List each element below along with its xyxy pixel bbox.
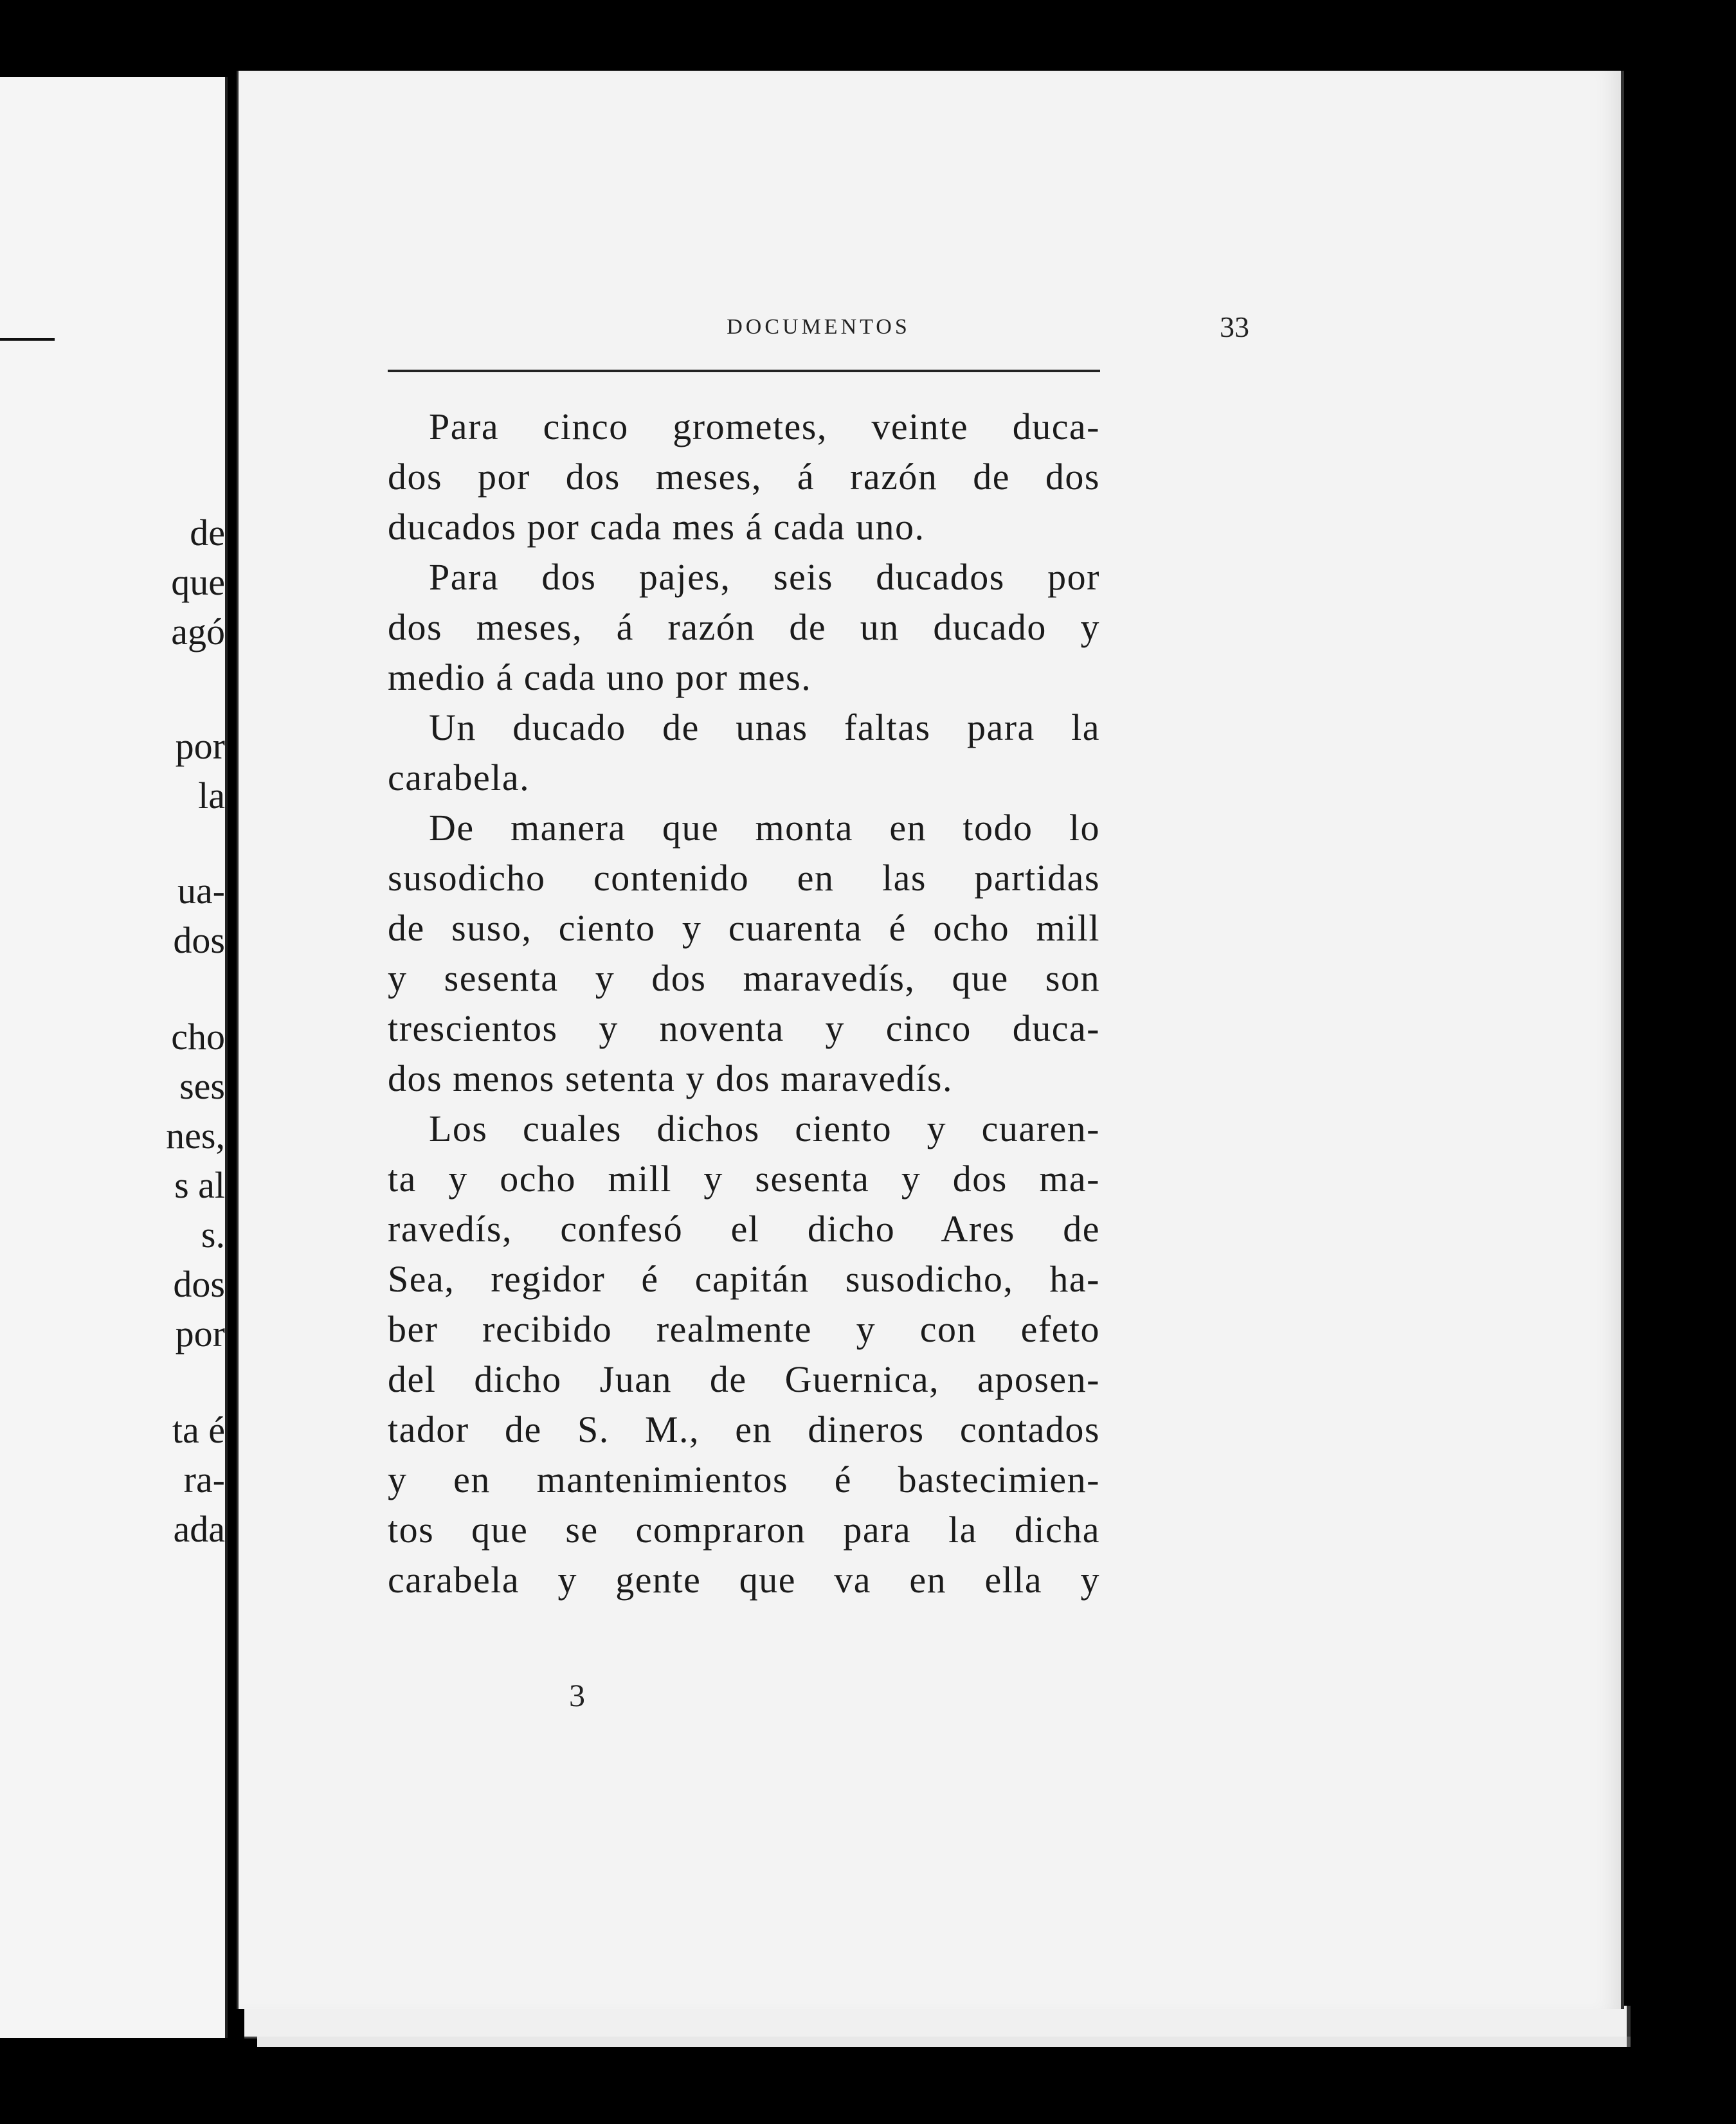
text-line: Sea, regidor é capitán susodicho, ha- xyxy=(388,1258,1100,1300)
text-line: Para cinco grometes, veinte duca- xyxy=(429,406,1100,447)
left-page-line: de xyxy=(190,512,225,554)
page-number: 33 xyxy=(1220,310,1249,343)
right-page xyxy=(237,71,1624,2009)
left-page-line: por xyxy=(175,725,225,767)
text-line: y en mantenimientos é bastecimien- xyxy=(388,1459,1100,1500)
left-page-line: ra- xyxy=(183,1459,225,1500)
left-page-line: s. xyxy=(201,1214,225,1256)
left-page-line: ta é xyxy=(172,1409,225,1451)
text-line: ducados por cada mes á cada uno. xyxy=(388,506,925,548)
text-line: Para dos pajes, seis ducados por xyxy=(429,556,1100,598)
text-line: tador de S. M., en dineros contados xyxy=(388,1408,1100,1450)
left-page-line: ses xyxy=(179,1065,225,1107)
text-line: medio á cada uno por mes. xyxy=(388,656,812,698)
text-line: del dicho Juan de Guernica, aposen- xyxy=(388,1358,1100,1400)
text-line: dos menos setenta y dos maravedís. xyxy=(388,1058,953,1099)
page-header xyxy=(388,310,1249,366)
left-page-rule xyxy=(0,338,55,341)
left-page-line: que xyxy=(171,561,225,603)
text-line: y sesenta y dos maravedís, que son xyxy=(388,957,1100,999)
header-rule xyxy=(388,370,1100,372)
text-line: dos meses, á razón de un ducado y xyxy=(388,606,1100,648)
text-line: De manera que monta en todo lo xyxy=(429,807,1100,849)
left-page-line: dos xyxy=(173,1263,225,1305)
text-line: susodicho contenido en las partidas xyxy=(388,857,1100,899)
body-text xyxy=(388,402,1100,1605)
left-page xyxy=(0,77,228,2038)
text-line: de suso, ciento y cuarenta é ocho mill xyxy=(388,907,1100,949)
text-line: Los cuales dichos ciento y cuaren- xyxy=(429,1108,1100,1149)
text-line: dos por dos meses, á razón de dos xyxy=(388,456,1100,498)
text-line: Un ducado de unas faltas para la xyxy=(429,706,1100,748)
text-line: ta y ocho mill y sesenta y dos ma- xyxy=(388,1158,1100,1200)
left-page-line: cho xyxy=(171,1016,225,1058)
text-line: ravedís, confesó el dicho Ares de xyxy=(388,1208,1100,1250)
signature-mark: 3 xyxy=(569,1677,585,1713)
page-edge xyxy=(244,2006,1631,2039)
page-edge-lower xyxy=(257,2037,1631,2047)
text-line: carabela y gente que va en ella y xyxy=(388,1559,1100,1601)
left-page-line: s al xyxy=(174,1164,225,1206)
left-page-line: ada xyxy=(173,1508,225,1550)
left-page-line: nes, xyxy=(166,1115,225,1156)
left-page-line: por xyxy=(175,1313,225,1354)
text-line: tos que se compraron para la dicha xyxy=(388,1509,1100,1551)
left-page-line: ua- xyxy=(177,870,225,912)
text-line: carabela. xyxy=(388,757,530,798)
text-line: trescientos y noventa y cinco duca- xyxy=(388,1007,1100,1049)
text-line: ber recibido realmente y con efeto xyxy=(388,1308,1100,1350)
left-page-line: dos xyxy=(173,919,225,961)
left-page-line: la xyxy=(198,775,225,816)
running-head: DOCUMENTOS xyxy=(727,315,910,339)
left-page-line: agó xyxy=(171,611,225,652)
